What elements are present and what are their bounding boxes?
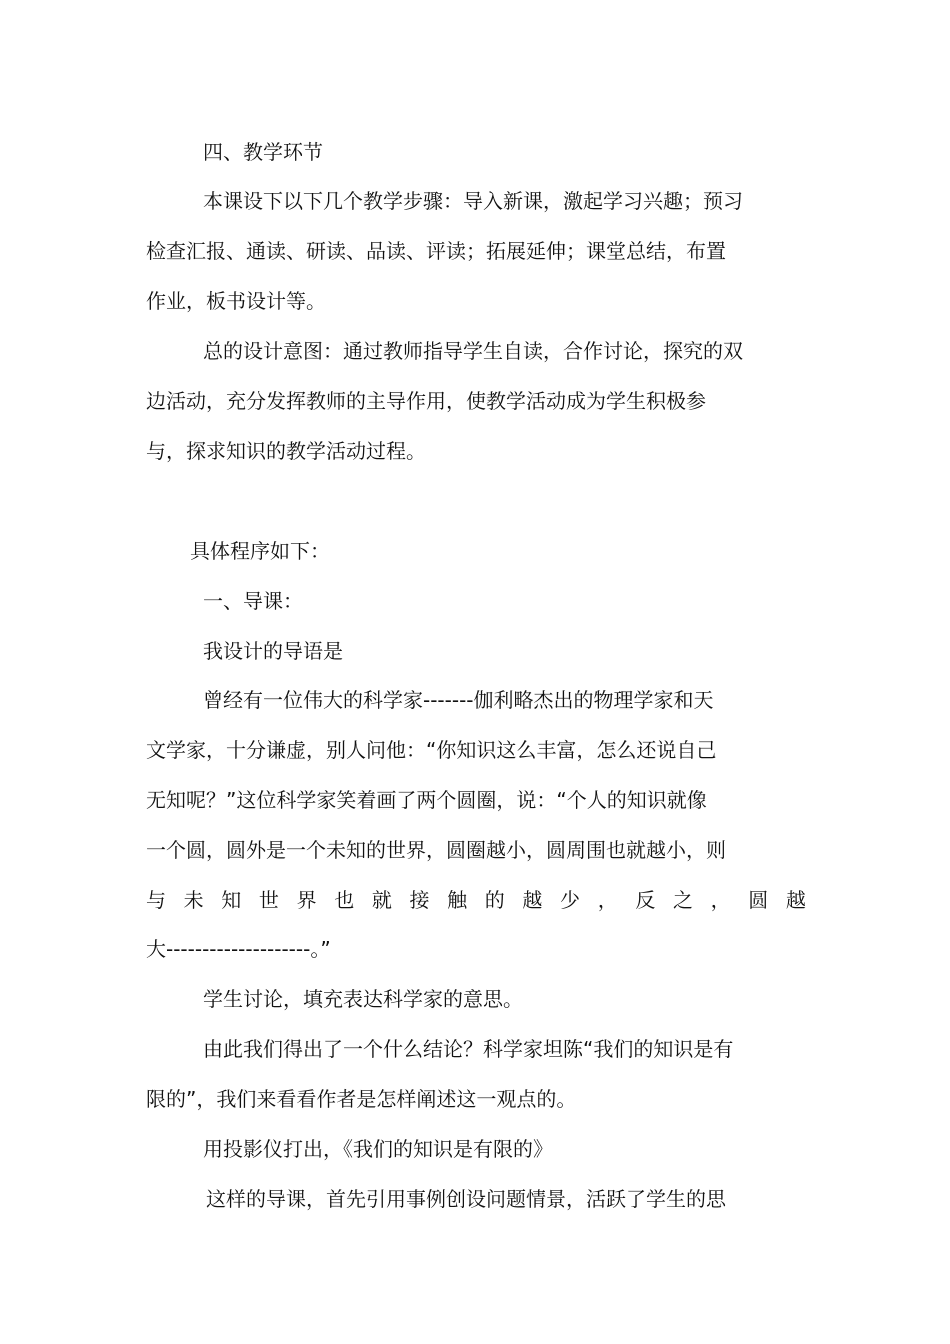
- paragraph-line: 边活动，充分发挥教师的主导作用，使教学活动成为学生积极参: [146, 389, 706, 413]
- char: 知: [221, 888, 242, 912]
- program-intro: 具体程序如下：: [190, 539, 330, 563]
- paragraph-line: 作业，板书设计等。: [146, 289, 326, 313]
- paragraph-line: 限的”，我们来看看作者是怎样阐述这一观点的。: [146, 1087, 577, 1111]
- char: 触: [447, 888, 468, 912]
- char: 就: [371, 888, 392, 912]
- paragraph-line: 与，探求知识的教学活动过程。: [146, 439, 426, 463]
- paragraph-line: 用投影仪打出，《我们的知识是有限的》: [203, 1137, 553, 1161]
- paragraph-line: 曾经有一位伟大的科学家-------伽利略杰出的物理学家和天: [203, 688, 714, 712]
- paragraph-line: 大--------------------。”: [146, 937, 331, 961]
- paragraph-line: 这样的导课，首先引用事例创设问题情景，活跃了学生的思: [206, 1187, 726, 1211]
- paragraph-line: 学生讨论，填充表达科学家的意思。: [203, 987, 523, 1011]
- paragraph-line: 总的设计意图：通过教师指导学生自读，合作讨论，探究的双: [203, 339, 743, 363]
- char: 之: [672, 888, 693, 912]
- char: 反: [635, 888, 656, 912]
- char: 越: [522, 888, 543, 912]
- char: 世: [258, 888, 279, 912]
- paragraph-line: 由此我们得出了一个什么结论？科学家坦陈“我们的知识是有: [203, 1037, 734, 1061]
- paragraph-line: 文学家，十分谦虚，别人问他：“你知识这么丰富，怎么还说自己: [146, 738, 717, 762]
- paragraph-line: 一个圆，圆外是一个未知的世界，圆圈越小，圆周围也就越小，则: [146, 838, 726, 862]
- section-heading-teaching-steps: 四、教学环节: [203, 140, 323, 164]
- char: 接: [409, 888, 430, 912]
- char: 圆: [748, 888, 769, 912]
- paragraph-line: 检查汇报、通读、研读、品读、评读；拓展延伸；课堂总结，布置: [146, 239, 726, 263]
- section-heading-lead-in: 一、导课：: [203, 589, 303, 613]
- char: 与: [146, 888, 166, 912]
- char: 少: [560, 888, 581, 912]
- char: 也: [334, 888, 355, 912]
- char: 的: [484, 888, 505, 912]
- paragraph-line: 本课设下以下几个教学步骤：导入新课，激起学习兴趣；预习: [203, 189, 743, 213]
- char: 未: [183, 888, 204, 912]
- char: ，: [710, 888, 731, 912]
- justified-paragraph-line: [146, 885, 806, 915]
- char: 越: [785, 888, 806, 912]
- paragraph-line: 我设计的导语是: [203, 639, 343, 663]
- char: 界: [296, 888, 317, 912]
- paragraph-line: 无知呢？”这位科学家笑着画了两个圆圈，说：“个人的知识就像: [146, 788, 707, 812]
- char: ，: [597, 888, 618, 912]
